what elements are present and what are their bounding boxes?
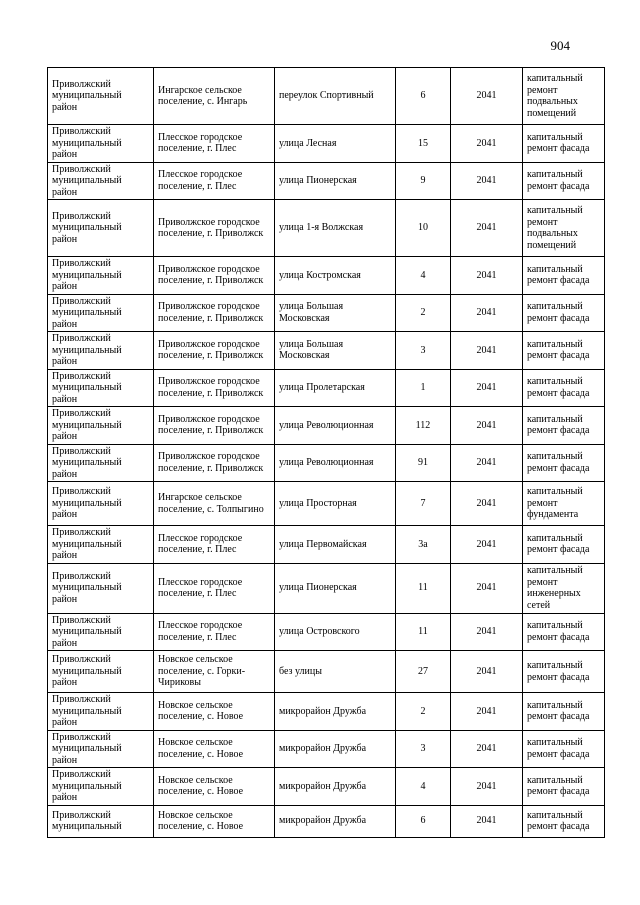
year-cell: 2041 — [451, 257, 523, 295]
settlement-cell: Новское сельское поселение, с. Горки-Чириковы — [154, 651, 275, 693]
settlement-cell: Новское сельское поселение, с. Новое — [154, 693, 275, 731]
district-cell: Приволжский муниципальный район — [48, 444, 154, 482]
district-cell: Приволжский муниципальный район — [48, 651, 154, 693]
settlement-cell: Плесское городское поселение, г. Плес — [154, 613, 275, 651]
work-type-cell: капитальный ремонт фасада — [523, 369, 605, 407]
district-cell: Приволжский муниципальный район — [48, 526, 154, 564]
year-cell: 2041 — [451, 68, 523, 125]
table-row — [48, 444, 605, 482]
year-cell: 2041 — [451, 369, 523, 407]
settlement-cell: Приволжское городское поселение, г. Приволжск — [154, 294, 275, 332]
year-cell: 2041 — [451, 444, 523, 482]
settlement-cell: Приволжское городское поселение, г. Приволжск — [154, 444, 275, 482]
street-cell: микрорайон Дружба — [275, 730, 396, 768]
work-type-cell: капитальный ремонт фасада — [523, 407, 605, 445]
street-cell: переулок Спортивный — [275, 68, 396, 125]
street-cell: улица Революционная — [275, 407, 396, 445]
table-row — [48, 563, 605, 613]
district-cell: Приволжский муниципальный район — [48, 482, 154, 526]
table-row — [48, 407, 605, 445]
house-number-cell: 15 — [396, 125, 451, 163]
district-cell: Приволжский муниципальный район — [48, 613, 154, 651]
house-number-cell: 1 — [396, 369, 451, 407]
settlement-cell: Новское сельское поселение, с. Новое — [154, 730, 275, 768]
work-type-cell: капитальный ремонт фундамента — [523, 482, 605, 526]
year-cell: 2041 — [451, 730, 523, 768]
house-number-cell: 4 — [396, 257, 451, 295]
table-row — [48, 294, 605, 332]
work-type-cell: капитальный ремонт подвальных помещений — [523, 68, 605, 125]
district-cell: Приволжский муниципальный район — [48, 693, 154, 731]
district-cell: Приволжский муниципальный район — [48, 257, 154, 295]
year-cell: 2041 — [451, 294, 523, 332]
house-number-cell: 3 — [396, 332, 451, 370]
year-cell: 2041 — [451, 805, 523, 837]
district-cell: Приволжский муниципальный район — [48, 162, 154, 200]
settlement-cell: Ингарское сельское поселение, с. Ингарь — [154, 68, 275, 125]
district-cell: Приволжский муниципальный район — [48, 407, 154, 445]
table-row — [48, 805, 605, 837]
table-row — [48, 768, 605, 806]
table-row — [48, 125, 605, 163]
street-cell: без улицы — [275, 651, 396, 693]
table-row — [48, 369, 605, 407]
table-row — [48, 162, 605, 200]
settlement-cell: Новское сельское поселение, с. Новое — [154, 768, 275, 806]
year-cell: 2041 — [451, 200, 523, 257]
work-type-cell: капитальный ремонт фасада — [523, 444, 605, 482]
year-cell: 2041 — [451, 125, 523, 163]
year-cell: 2041 — [451, 526, 523, 564]
table-row — [48, 68, 605, 125]
street-cell: микрорайон Дружба — [275, 805, 396, 837]
work-type-cell: капитальный ремонт фасада — [523, 332, 605, 370]
work-type-cell: капитальный ремонт фасада — [523, 651, 605, 693]
work-type-cell: капитальный ремонт фасада — [523, 693, 605, 731]
street-cell: улица Лесная — [275, 125, 396, 163]
year-cell: 2041 — [451, 407, 523, 445]
street-cell: улица Костромская — [275, 257, 396, 295]
house-number-cell: 2 — [396, 693, 451, 731]
page-number: 904 — [550, 38, 570, 53]
year-cell: 2041 — [451, 651, 523, 693]
district-cell: Приволжский муниципальный район — [48, 200, 154, 257]
settlement-cell: Приволжское городское поселение, г. Приволжск — [154, 332, 275, 370]
house-number-cell: 2 — [396, 294, 451, 332]
street-cell: улица Пионерская — [275, 563, 396, 613]
district-cell: Приволжский муниципальный район — [48, 68, 154, 125]
repair-schedule-table — [47, 67, 605, 838]
house-number-cell: 112 — [396, 407, 451, 445]
settlement-cell: Плесское городское поселение, г. Плес — [154, 162, 275, 200]
street-cell: улица Пролетарская — [275, 369, 396, 407]
district-cell: Приволжский муниципальный район — [48, 332, 154, 370]
street-cell: улица Просторная — [275, 482, 396, 526]
street-cell: улица Большая Московская — [275, 294, 396, 332]
year-cell: 2041 — [451, 613, 523, 651]
work-type-cell: капитальный ремонт фасада — [523, 526, 605, 564]
year-cell: 2041 — [451, 482, 523, 526]
district-cell: Приволжский муниципальный район — [48, 563, 154, 613]
work-type-cell: капитальный ремонт подвальных помещений — [523, 200, 605, 257]
table-row — [48, 332, 605, 370]
table-body — [48, 68, 605, 838]
house-number-cell: 91 — [396, 444, 451, 482]
house-number-cell: 9 — [396, 162, 451, 200]
district-cell: Приволжский муниципальный район — [48, 294, 154, 332]
street-cell: улица Большая Московская — [275, 332, 396, 370]
work-type-cell: капитальный ремонт фасада — [523, 257, 605, 295]
work-type-cell: капитальный ремонт фасада — [523, 768, 605, 806]
house-number-cell: 4 — [396, 768, 451, 806]
year-cell: 2041 — [451, 768, 523, 806]
district-cell: Приволжский муниципальный район — [48, 768, 154, 806]
work-type-cell: капитальный ремонт фасада — [523, 613, 605, 651]
street-cell: улица Революционная — [275, 444, 396, 482]
year-cell: 2041 — [451, 563, 523, 613]
settlement-cell: Плесское городское поселение, г. Плес — [154, 563, 275, 613]
settlement-cell: Приволжское городское поселение, г. Приволжск — [154, 407, 275, 445]
table-row — [48, 730, 605, 768]
settlement-cell: Приволжское городское поселение, г. Приволжск — [154, 257, 275, 295]
house-number-cell: 3а — [396, 526, 451, 564]
table-row — [48, 526, 605, 564]
work-type-cell: капитальный ремонт фасада — [523, 125, 605, 163]
district-cell: Приволжский муниципальный — [48, 805, 154, 837]
street-cell: улица Пионерская — [275, 162, 396, 200]
year-cell: 2041 — [451, 693, 523, 731]
year-cell: 2041 — [451, 332, 523, 370]
house-number-cell: 11 — [396, 613, 451, 651]
table-row — [48, 651, 605, 693]
table-row — [48, 693, 605, 731]
house-number-cell: 27 — [396, 651, 451, 693]
house-number-cell: 6 — [396, 805, 451, 837]
settlement-cell: Плесское городское поселение, г. Плес — [154, 526, 275, 564]
year-cell: 2041 — [451, 162, 523, 200]
district-cell: Приволжский муниципальный район — [48, 369, 154, 407]
table-row — [48, 613, 605, 651]
house-number-cell: 10 — [396, 200, 451, 257]
work-type-cell: капитальный ремонт инженерных сетей — [523, 563, 605, 613]
work-type-cell: капитальный ремонт фасада — [523, 805, 605, 837]
table-row — [48, 200, 605, 257]
house-number-cell: 7 — [396, 482, 451, 526]
house-number-cell: 11 — [396, 563, 451, 613]
settlement-cell: Приволжское городское поселение, г. Приволжск — [154, 200, 275, 257]
street-cell: улица Островского — [275, 613, 396, 651]
table-row — [48, 482, 605, 526]
settlement-cell: Новское сельское поселение, с. Новое — [154, 805, 275, 837]
street-cell: микрорайон Дружба — [275, 768, 396, 806]
street-cell: микрорайон Дружба — [275, 693, 396, 731]
work-type-cell: капитальный ремонт фасада — [523, 730, 605, 768]
settlement-cell: Плесское городское поселение, г. Плес — [154, 125, 275, 163]
house-number-cell: 3 — [396, 730, 451, 768]
settlement-cell: Приволжское городское поселение, г. Приволжск — [154, 369, 275, 407]
street-cell: улица Первомайская — [275, 526, 396, 564]
work-type-cell: капитальный ремонт фасада — [523, 294, 605, 332]
district-cell: Приволжский муниципальный район — [48, 730, 154, 768]
work-type-cell: капитальный ремонт фасада — [523, 162, 605, 200]
house-number-cell: 6 — [396, 68, 451, 125]
street-cell: улица 1-я Волжская — [275, 200, 396, 257]
table-row — [48, 257, 605, 295]
settlement-cell: Ингарское сельское поселение, с. Толпыгино — [154, 482, 275, 526]
district-cell: Приволжский муниципальный район — [48, 125, 154, 163]
